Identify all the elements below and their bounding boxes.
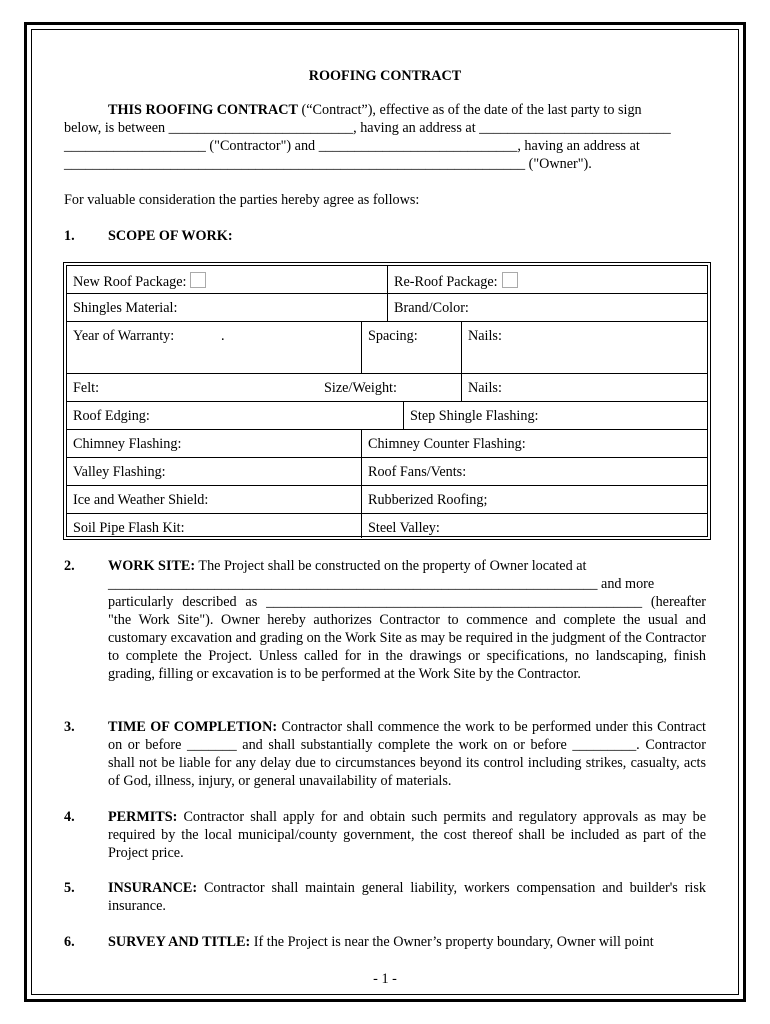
label-re-roof: Re-Roof Package: xyxy=(394,274,498,290)
cell-size-weight[interactable]: Size/Weight: xyxy=(324,380,397,396)
section-6-survey xyxy=(64,933,706,951)
section-4-number: 4. xyxy=(64,809,75,825)
table-row xyxy=(67,294,707,322)
section-2-line1: The Project shall be constructed on the property of Owner located at xyxy=(195,558,587,574)
label-warranty: Year of Warranty: xyxy=(73,328,175,344)
new-roof-checkbox[interactable] xyxy=(190,272,206,288)
cell-rubberized[interactable]: Rubberized Roofing; xyxy=(361,486,707,513)
cell-soil-pipe[interactable]: Soil Pipe Flash Kit: xyxy=(73,520,185,536)
warranty-dot: . xyxy=(221,328,225,344)
cell-step-shingle[interactable]: Step Shingle Flashing: xyxy=(403,402,707,429)
table-row xyxy=(67,322,707,374)
cell-warranty[interactable] xyxy=(67,322,361,373)
section-2-number: 2. xyxy=(64,558,75,574)
cell-ice-weather[interactable]: Ice and Weather Shield: xyxy=(73,492,209,508)
section-2-work-site xyxy=(64,557,706,683)
section-5-heading: INSURANCE: xyxy=(108,880,198,896)
cell-nails-2[interactable]: Nails: xyxy=(461,374,707,401)
section-4-permits xyxy=(64,808,706,862)
section-4-heading: PERMITS: xyxy=(108,809,178,825)
cell-nails-1[interactable]: Nails: xyxy=(461,322,707,373)
page-number: - 1 - xyxy=(373,971,397,987)
re-roof-checkbox[interactable] xyxy=(502,272,518,288)
cell-valley-flashing[interactable]: Valley Flashing: xyxy=(73,464,166,480)
document-title: ROOFING CONTRACT xyxy=(308,68,462,84)
section-6-heading: SURVEY AND TITLE: xyxy=(108,934,251,950)
intro-line4: _________________________________________________________________ ("Owner"). xyxy=(64,156,592,172)
section-1-number: 1. xyxy=(64,228,75,244)
intro-line2: below, is between __________________________, having an address at ___________________________ xyxy=(64,120,671,136)
cell-new-roof xyxy=(67,266,387,293)
table-row xyxy=(67,374,707,402)
consideration-text: For valuable consideration the parties hereby agree as follows: xyxy=(64,192,420,208)
section-2-text: particularly described as _____________________________________________________ (hereafter "the Work Site"). Owner hereby authorizes Contractor to commence and complete the usual and customary excavation and grading on the Work Site as may be required in the judgment of the Contractor to complete the Project. Unless called for in the drawings or specifications, no landscaping, finish grading, filling or excavation is to be performed at the Work Site by the Contractor. xyxy=(108,594,706,682)
section-3-time xyxy=(64,718,706,790)
scope-of-work-table xyxy=(63,262,711,540)
section-3-number: 3. xyxy=(64,719,75,735)
section-3-text: Contractor shall commence the work to be performed under this Contract on or before _______ and shall substantially complete the work on or before _________. Contractor shall not be liable for any delay due to circumstances beyond its control including strikes, casualty, acts of God, illness, injury, or general unavailability of materials. xyxy=(108,719,706,789)
section-1-title: SCOPE OF WORK: xyxy=(108,228,233,244)
table-row xyxy=(67,402,707,430)
intro-paragraph xyxy=(64,101,706,173)
section-4-text: Contractor shall apply for and obtain such permits and regulatory approvals as may be required by the local municipal/county government, the cost thereof shall be included as part of the Project price. xyxy=(108,809,706,861)
cell-steel-valley[interactable]: Steel Valley: xyxy=(361,514,707,538)
table-row xyxy=(67,458,707,486)
cell-felt[interactable]: Felt: xyxy=(73,380,100,396)
table-row xyxy=(67,266,707,294)
intro-lead: THIS ROOFING CONTRACT xyxy=(108,102,298,118)
intro-line3: ____________________ ("Contractor") and ____________________________, having an address at xyxy=(64,138,640,154)
table-row xyxy=(67,486,707,514)
cell-shingles[interactable]: Shingles Material: xyxy=(73,300,178,316)
cell-roof-edging[interactable]: Roof Edging: xyxy=(73,408,150,424)
section-3-heading: TIME OF COMPLETION: xyxy=(108,719,278,735)
table-row xyxy=(67,514,707,538)
label-new-roof: New Roof Package: xyxy=(73,274,187,290)
section-2-heading: WORK SITE: xyxy=(108,558,196,574)
section-6-text: If the Project is near the Owner’s property boundary, Owner will point xyxy=(250,934,654,950)
section-2-line2: _____________________________________________________________________ and more xyxy=(108,576,655,592)
section-1-heading xyxy=(64,227,233,245)
cell-chimney-flashing[interactable]: Chimney Flashing: xyxy=(73,436,182,452)
section-6-number: 6. xyxy=(64,934,75,950)
cell-re-roof xyxy=(387,266,707,293)
section-5-text: Contractor shall maintain general liability, workers compensation and builder's risk insurance. xyxy=(108,880,706,914)
section-5-insurance xyxy=(64,879,706,915)
cell-chimney-counter[interactable]: Chimney Counter Flashing: xyxy=(361,430,707,457)
scope-table-inner xyxy=(66,265,708,537)
intro-line1: (“Contract”), effective as of the date of the last party to sign xyxy=(297,102,642,118)
section-5-number: 5. xyxy=(64,880,75,896)
cell-brand-color[interactable]: Brand/Color: xyxy=(387,294,707,321)
cell-roof-fans[interactable]: Roof Fans/Vents: xyxy=(361,458,707,485)
cell-spacing[interactable]: Spacing: xyxy=(361,322,461,373)
table-row xyxy=(67,430,707,458)
